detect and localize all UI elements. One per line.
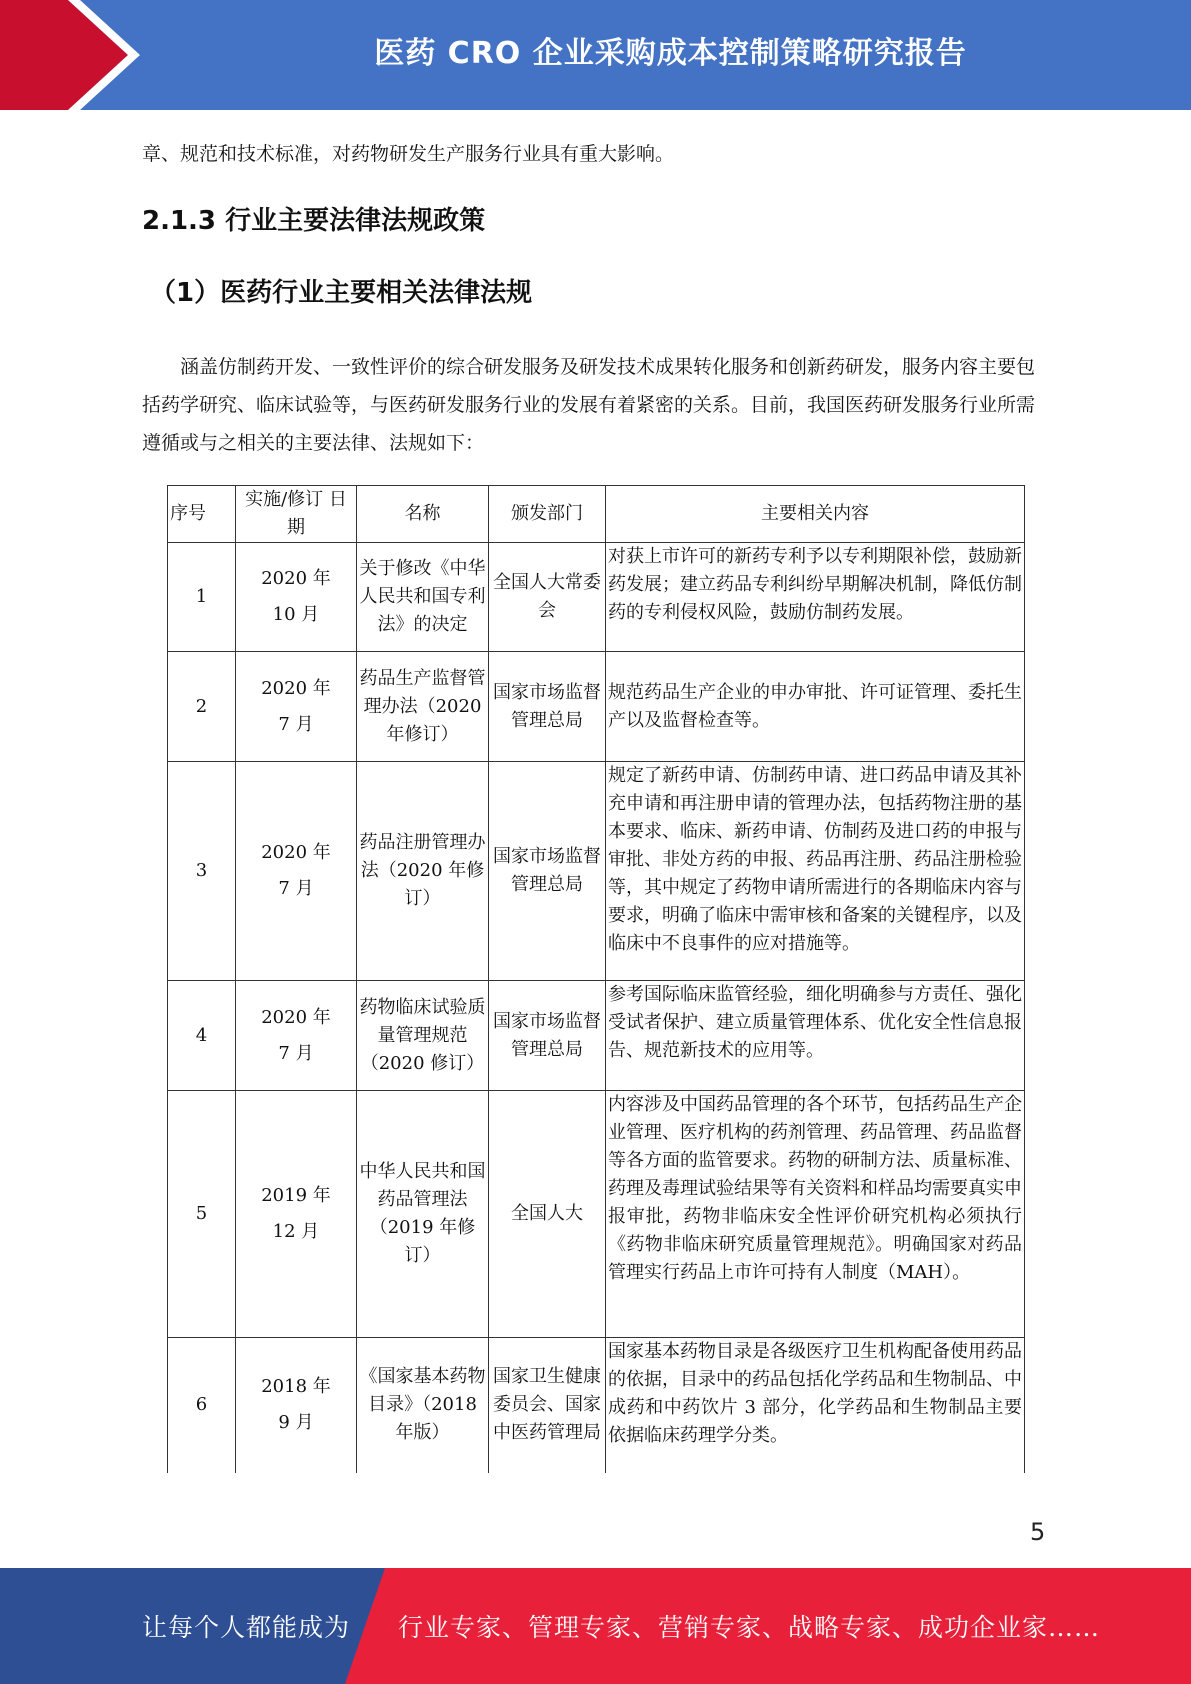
header-no: 序号	[168, 486, 236, 543]
row-date: 2020 年 7 月	[236, 762, 357, 981]
row-no: 3	[168, 762, 236, 981]
header-dept: 颁发部门	[489, 486, 606, 543]
table-row	[168, 543, 1025, 652]
table-row	[168, 981, 1025, 1091]
row-content: 规定了新药申请、仿制药申请、进口药品申请及其补充申请和再注册申请的管理办法，包括药物注册的基本要求、临床、新药申请、仿制药及进口药的申报与审批、非处方药的申报、药品再注册、药品注册检验等，其中规定了药物申请所需进行的各期临床内容与要求，明确了临床中需审核和备案的关键程序，以及临床中不良事件的应对措施等。	[606, 762, 1025, 981]
row-date: 2020 年 10 月	[236, 543, 357, 652]
intro-paragraph: 章、规范和技术标准，对药物研发生产服务行业具有重大影响。	[142, 143, 675, 165]
row-name: 药物临床试验质量管理规范（2020 修订）	[357, 981, 489, 1091]
section-heading: 2.1.3 行业主要法律法规政策	[142, 206, 486, 236]
page-number: 5	[1030, 1518, 1046, 1546]
header-date: 实施/修订 日期	[236, 486, 357, 543]
row-dept: 国家市场监督管理总局	[489, 652, 606, 762]
row-content: 参考国际临床监管经验，细化明确参与方责任、强化受试者保护、建立质量管理体系、优化安全性信息报告、规范新技术的应用等。	[606, 981, 1025, 1091]
row-dept: 国家市场监督管理总局	[489, 981, 606, 1091]
subsection-heading: （1）医药行业主要相关法律法规	[150, 278, 533, 308]
row-date: 2018 年 9 月	[236, 1338, 357, 1473]
row-date: 2020 年 7 月	[236, 652, 357, 762]
table-row	[168, 762, 1025, 981]
row-name: 药品注册管理办法（2020 年修订）	[357, 762, 489, 981]
table-row	[168, 652, 1025, 762]
table-header-row	[168, 486, 1025, 543]
row-no: 4	[168, 981, 236, 1091]
row-no: 1	[168, 543, 236, 652]
row-date: 2019 年 12 月	[236, 1091, 357, 1338]
row-dept: 全国人大	[489, 1091, 606, 1338]
header-arrow-decoration	[0, 0, 170, 110]
row-no: 2	[168, 652, 236, 762]
law-table	[167, 485, 1025, 1473]
row-name: 关于修改《中华人民共和国专利法》的决定	[357, 543, 489, 652]
row-dept: 国家卫生健康委员会、国家中医药管理局	[489, 1338, 606, 1473]
header-name: 名称	[357, 486, 489, 543]
table-row	[168, 1091, 1025, 1338]
row-content: 内容涉及中国药品管理的各个环节，包括药品生产企业管理、医疗机构的药剂管理、药品管理、药品监督等各方面的监管要求。药物的研制方法、质量标准、药理及毒理试验结果等有关资料和样品均需要真实申报审批，药物非临床安全性评价研究机构必须执行《药物非临床研究质量管理规范》。明确国家对药品管理实行药品上市许可持有人制度（MAH）。	[606, 1091, 1025, 1338]
row-content: 对获上市许可的新药专利予以专利期限补偿，鼓励新药发展；建立药品专利纠纷早期解决机制，降低仿制药的专利侵权风险，鼓励仿制药发展。	[606, 543, 1025, 652]
header-title: 医药 CRO 企业采购成本控制策略研究报告	[374, 36, 967, 71]
page-footer	[0, 1568, 1191, 1684]
row-date: 2020 年 7 月	[236, 981, 357, 1091]
footer-slogan-left: 让每个人都能成为	[142, 1613, 351, 1642]
row-dept: 全国人大常委会	[489, 543, 606, 652]
table-row	[168, 1338, 1025, 1473]
body-paragraph: 涵盖仿制药开发、一致性评价的综合研发服务及研发技术成果转化服务和创新药研发，服务内容主要包括药学研究、临床试验等，与医药研发服务行业的发展有着紧密的关系。目前，我国医药研发服务行业所需遵循或与之相关的主要法律、法规如下：	[142, 356, 1036, 454]
row-name: 药品生产监督管理办法（2020 年修订）	[357, 652, 489, 762]
row-name: 中华人民共和国药品管理法（2019 年修订）	[357, 1091, 489, 1338]
row-name: 《国家基本药物目录》（2018 年版）	[357, 1338, 489, 1473]
row-dept: 国家市场监督管理总局	[489, 762, 606, 981]
page-header	[0, 0, 1191, 110]
footer-slogan-right: 行业专家、管理专家、营销专家、战略专家、成功企业家……	[398, 1613, 1101, 1642]
row-no: 6	[168, 1338, 236, 1473]
row-content: 国家基本药物目录是各级医疗卫生机构配备使用药品的依据，目录中的药品包括化学药品和生物制品、中成药和中药饮片 3 部分，化学药品和生物制品主要依据临床药理学分类。	[606, 1338, 1025, 1473]
row-no: 5	[168, 1091, 236, 1338]
row-content: 规范药品生产企业的申办审批、许可证管理、委托生产以及监督检查等。	[606, 652, 1025, 762]
header-content: 主要相关内容	[606, 486, 1025, 543]
